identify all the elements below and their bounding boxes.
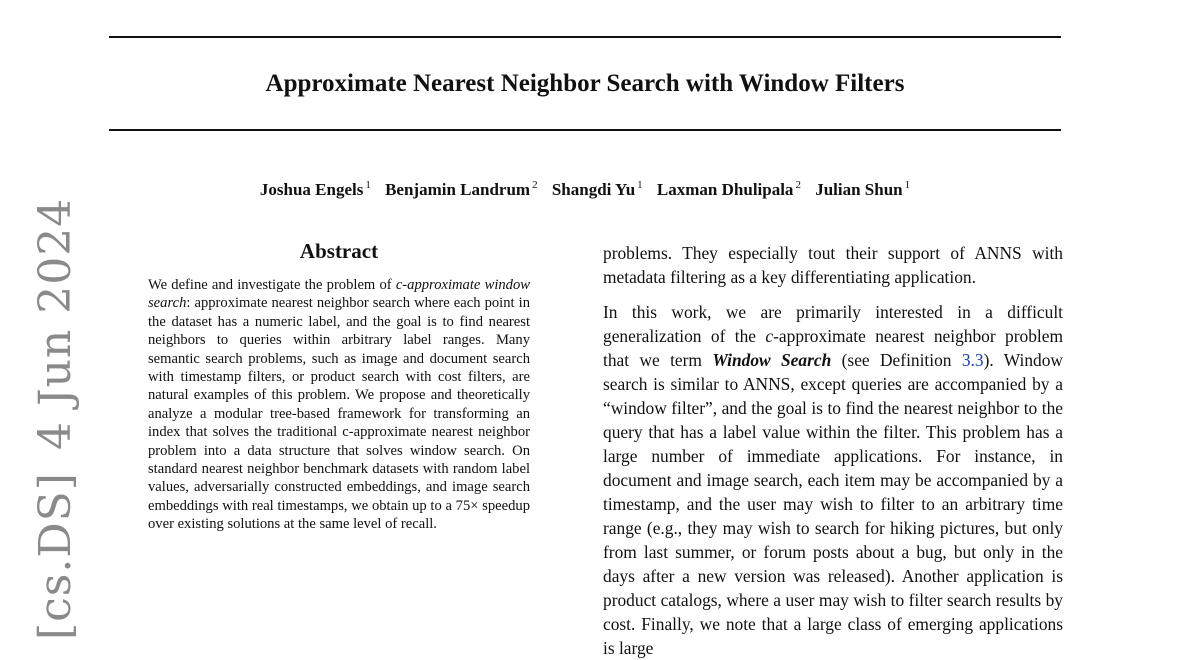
author-name: Benjamin Landrum <box>385 179 531 199</box>
title-rule-top <box>109 36 1061 38</box>
intro-term: Window Search <box>712 350 832 370</box>
author-affiliation: 2 <box>795 179 801 191</box>
author <box>657 180 801 199</box>
abstract-heading: Abstract <box>299 239 379 263</box>
author-affiliation: 1 <box>904 179 911 191</box>
abstract-term: c-approximate window search <box>148 277 530 312</box>
author-affiliation: 1 <box>365 179 371 191</box>
definition-link[interactable]: 3.3 <box>961 350 984 370</box>
arxiv-stamp <box>32 198 80 640</box>
author <box>385 180 538 199</box>
intro-math-c: c <box>765 326 774 346</box>
author-name: Julian Shun <box>815 179 903 199</box>
author-list <box>0 174 1170 201</box>
intro-text: ). Window search is similar to ANNS, except queries are accompanied by a “window filter”, and the goal is to find the nearest neighbor to the query that has a label value within the filter. This problem has a large number of immediate applications. For instance, in document and image search, each item may be accompanied by a timestamp, and the user may wish to filter to an arbitrary time range (e.g., they may wish to search for hiking pictures, but only from last summer, or forum posts about a bug, but only in the days after a new version was released). Another application is product catalogs, where a user may wish to filter search results by cost. Finally, we note that a large class of emerging applications is large <box>603 350 1063 658</box>
author-name: Shangdi Yu <box>551 179 636 199</box>
abstract-text: : approximate nearest neighbor search where each point in the dataset has a numeric label, and the goal is to find nearest neighbors to queries within arbitrary label ranges. Many semantic search problems, such as image and document search with timestamp filters, or product search with cost filters, are natural examples of this problem. We propose and theoretically analyze a modular tree-based framework for transforming an index that solves the traditional c-approximate nearest neighbor problem into a data structure that solves window search. On standard nearest neighbor benchmark datasets with random label values, adversarially constructed embeddings, and image search embeddings with real timestamps, we obtain up to a 75× speedup over existing solutions at the same level of recall. <box>148 295 530 533</box>
author-name: Laxman Dhulipala <box>656 179 794 199</box>
intro-paragraph-1: problems. They especially tout their support of ANNS with metadata filtering as a key differentiating application. <box>603 243 1063 287</box>
abstract-lead: We define and investigate the problem of <box>148 277 396 293</box>
intro-text: -approximate nearest neighbor problem that we term <box>603 326 1063 370</box>
author <box>552 180 643 199</box>
author <box>260 180 371 199</box>
intro-paragraph-2 <box>603 300 1063 660</box>
intro-text: (see Definition <box>831 350 962 370</box>
author <box>815 180 910 199</box>
intro-text: In this work, we are primarily interested in a difficult generalization of the <box>603 302 1063 346</box>
paper-title: Approximate Nearest Neighbor Search with Window Filters <box>265 70 905 97</box>
author-name: Joshua Engels <box>259 179 364 199</box>
title-rule-bottom <box>109 129 1061 131</box>
author-affiliation: 1 <box>637 179 643 191</box>
author-affiliation: 2 <box>532 179 538 191</box>
arxiv-date: 4 Jun 2024 <box>30 197 81 451</box>
arxiv-category: [cs.DS] <box>30 472 81 640</box>
abstract-body <box>148 276 530 534</box>
